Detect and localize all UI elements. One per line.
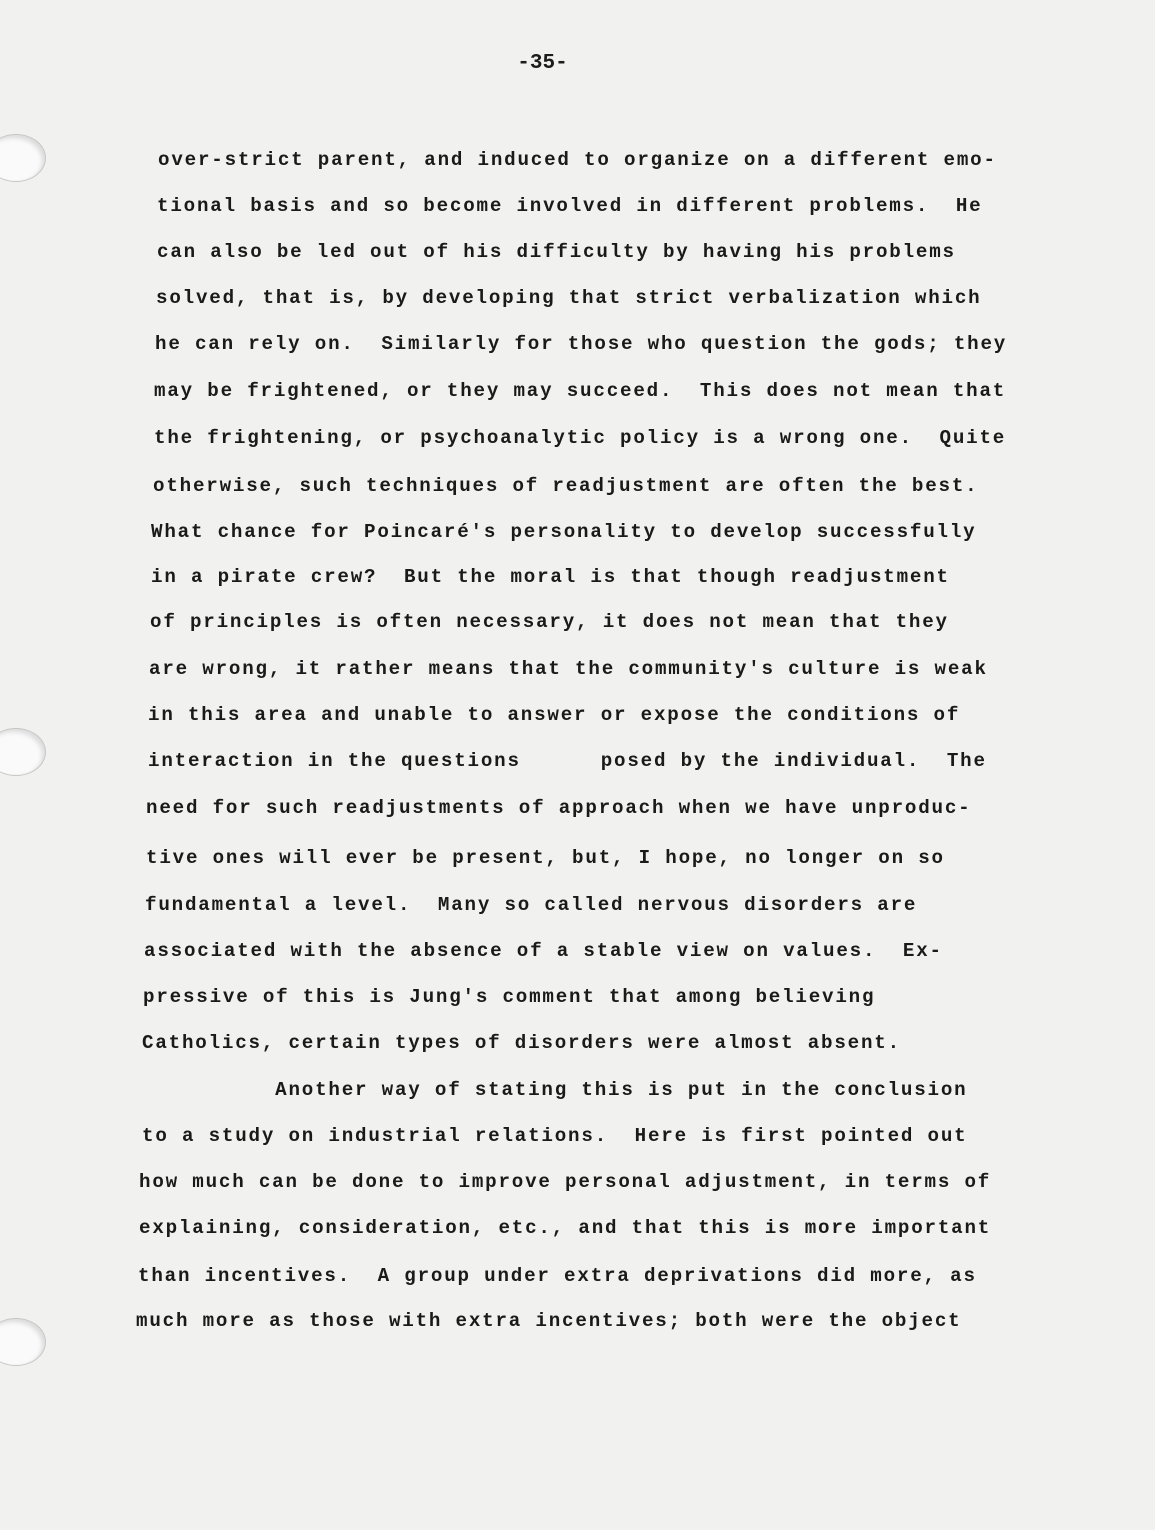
text-line: Catholics, certain types of disorders were almost absent. bbox=[142, 1032, 901, 1054]
text-line: much more as those with extra incentives; both were the object bbox=[136, 1310, 962, 1332]
text-line: solved, that is, by developing that strict verbalization which bbox=[156, 287, 982, 309]
text-line: interaction in the questions posed by the individual. The bbox=[148, 750, 987, 772]
text-line: in this area and unable to answer or expose the conditions of bbox=[148, 704, 961, 726]
page-number: -35- bbox=[517, 52, 568, 75]
text-line: to a study on industrial relations. Here is first pointed out bbox=[142, 1125, 968, 1147]
text-line: can also be led out of his difficulty by having his problems bbox=[157, 241, 956, 263]
punch-hole bbox=[0, 728, 46, 776]
text-line: What chance for Poincaré's personality to develop successfully bbox=[151, 521, 977, 543]
text-line: in a pirate crew? But the moral is that though readjustment bbox=[151, 566, 950, 588]
text-line: tive ones will ever be present, but, I hope, no longer on so bbox=[146, 847, 945, 869]
text-line: how much can be done to improve personal adjustment, in terms of bbox=[139, 1171, 992, 1193]
text-line: tional basis and so become involved in different problems. He bbox=[157, 195, 983, 217]
text-line: associated with the absence of a stable view on values. Ex- bbox=[144, 940, 943, 962]
text-line: the frightening, or psychoanalytic policy is a wrong one. Quite bbox=[154, 427, 1007, 449]
text-line: otherwise, such techniques of readjustment are often the best. bbox=[153, 475, 979, 497]
text-line: of principles is often necessary, it does not mean that they bbox=[150, 611, 949, 633]
punch-hole bbox=[0, 134, 46, 182]
text-line: than incentives. A group under extra deprivations did more, as bbox=[138, 1265, 977, 1287]
punch-hole bbox=[0, 1318, 46, 1366]
text-line: may be frightened, or they may succeed. This does not mean that bbox=[154, 380, 1007, 402]
text-line: fundamental a level. Many so called nervous disorders are bbox=[145, 894, 918, 916]
text-line: pressive of this is Jung's comment that among believing bbox=[143, 986, 876, 1008]
text-line: he can rely on. Similarly for those who question the gods; they bbox=[155, 333, 1008, 355]
text-line: over-strict parent, and induced to organize on a different emo- bbox=[158, 149, 997, 171]
text-line: explaining, consideration, etc., and that this is more important bbox=[139, 1217, 992, 1239]
text-line: Another way of stating this is put in the conclusion bbox=[142, 1079, 968, 1101]
text-line: are wrong, it rather means that the community's culture is weak bbox=[149, 658, 988, 680]
text-line: need for such readjustments of approach when we have unproduc- bbox=[146, 797, 972, 819]
